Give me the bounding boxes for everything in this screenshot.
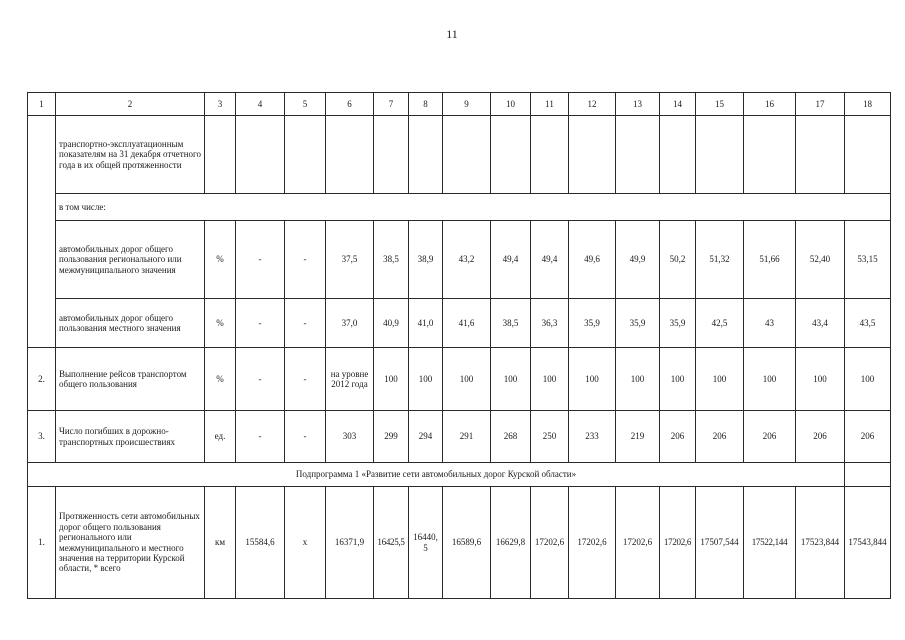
value-cell: 100 <box>845 348 891 411</box>
value-cell: 291 <box>443 411 491 463</box>
value-cell <box>796 116 845 194</box>
value-cell: 17523,844 <box>796 487 845 599</box>
value-cell: 42,5 <box>696 299 744 348</box>
value-cell: 16440,5 <box>409 487 443 599</box>
value-cell: 43,4 <box>796 299 845 348</box>
value-cell: 35,9 <box>569 299 616 348</box>
value-cell <box>531 116 569 194</box>
value-cell: на уровне 2012 года <box>326 348 374 411</box>
value-cell: 299 <box>374 411 409 463</box>
value-cell: 16589,6 <box>443 487 491 599</box>
header-cell: 4 <box>236 93 285 116</box>
value-cell: 36,3 <box>531 299 569 348</box>
value-cell: 206 <box>660 411 696 463</box>
value-cell: - <box>285 299 326 348</box>
value-cell: 49,4 <box>531 221 569 299</box>
value-cell: - <box>236 411 285 463</box>
value-cell: 41,0 <box>409 299 443 348</box>
value-cell: 206 <box>696 411 744 463</box>
value-cell: 38,9 <box>409 221 443 299</box>
value-cell <box>236 116 285 194</box>
value-cell: 17522,144 <box>744 487 796 599</box>
value-cell <box>374 116 409 194</box>
header-cell: 7 <box>374 93 409 116</box>
header-cell: 9 <box>443 93 491 116</box>
value-cell: 17202,6 <box>531 487 569 599</box>
table-row <box>28 463 891 487</box>
value-cell: 16629,8 <box>491 487 531 599</box>
value-cell: - <box>285 348 326 411</box>
header-cell: 2 <box>56 93 205 116</box>
value-cell: 16371,9 <box>326 487 374 599</box>
including-label: в том числе: <box>56 194 891 221</box>
unit-cell: % <box>205 299 236 348</box>
header-cell: 13 <box>616 93 660 116</box>
value-cell: 100 <box>491 348 531 411</box>
value-cell: 43 <box>744 299 796 348</box>
value-cell: 268 <box>491 411 531 463</box>
value-cell: 37,5 <box>326 221 374 299</box>
value-cell: 100 <box>569 348 616 411</box>
indicator-name: Протяженность сети автомобильных дорог общего пользования регионального или межмуниципального и местного значения на территории Курской области, * всего <box>56 487 205 599</box>
table-row <box>28 348 891 411</box>
value-cell: 206 <box>744 411 796 463</box>
indicator-name: Выполнение рейсов транспортом общего пользования <box>56 348 205 411</box>
unit-cell: км <box>205 487 236 599</box>
value-cell: 37,0 <box>326 299 374 348</box>
table-row <box>28 487 891 599</box>
value-cell: 219 <box>616 411 660 463</box>
value-cell: 100 <box>616 348 660 411</box>
value-cell: 49,6 <box>569 221 616 299</box>
value-cell: 303 <box>326 411 374 463</box>
indicators-table <box>27 92 891 599</box>
header-cell: 12 <box>569 93 616 116</box>
subprogram-title: Подпрограмма 1 «Развитие сети автомобильных дорог Курской области» <box>28 463 845 487</box>
value-cell: 100 <box>443 348 491 411</box>
header-cell: 3 <box>205 93 236 116</box>
header-cell: 18 <box>845 93 891 116</box>
value-cell: 206 <box>796 411 845 463</box>
value-cell: 41,6 <box>443 299 491 348</box>
header-cell: 10 <box>491 93 531 116</box>
row-number: 1. <box>28 487 56 599</box>
value-cell <box>491 116 531 194</box>
value-cell: - <box>236 299 285 348</box>
value-cell: 17543,844 <box>845 487 891 599</box>
value-cell: 49,9 <box>616 221 660 299</box>
value-cell: 43,5 <box>845 299 891 348</box>
header-cell: 1 <box>28 93 56 116</box>
header-cell: 6 <box>326 93 374 116</box>
value-cell: - <box>236 348 285 411</box>
value-cell <box>616 116 660 194</box>
value-cell: - <box>285 221 326 299</box>
unit-cell: % <box>205 348 236 411</box>
page-number: 11 <box>446 27 458 41</box>
table-row <box>28 194 891 221</box>
row-number: 2. <box>28 348 56 411</box>
table-row <box>28 221 891 299</box>
value-cell: 100 <box>531 348 569 411</box>
value-cell: 43,2 <box>443 221 491 299</box>
value-cell: 50,2 <box>660 221 696 299</box>
value-cell: 51,32 <box>696 221 744 299</box>
indicator-name: автомобильных дорог общего пользования местного значения <box>56 299 205 348</box>
header-cell: 15 <box>696 93 744 116</box>
value-cell <box>285 116 326 194</box>
value-cell: 233 <box>569 411 616 463</box>
row-number <box>28 116 56 348</box>
header-cell: 17 <box>796 93 845 116</box>
value-cell: 15584,6 <box>236 487 285 599</box>
header-cell: 11 <box>531 93 569 116</box>
value-cell: 250 <box>531 411 569 463</box>
unit-cell <box>205 116 236 194</box>
empty-cell <box>845 463 891 487</box>
value-cell: 100 <box>409 348 443 411</box>
value-cell: 100 <box>796 348 845 411</box>
value-cell: 206 <box>845 411 891 463</box>
value-cell: 53,15 <box>845 221 891 299</box>
value-cell: 100 <box>660 348 696 411</box>
table-row <box>28 116 891 194</box>
value-cell: 49,4 <box>491 221 531 299</box>
value-cell: 17507,544 <box>696 487 744 599</box>
row-number: 3. <box>28 411 56 463</box>
value-cell: 38,5 <box>374 221 409 299</box>
header-cell: 8 <box>409 93 443 116</box>
value-cell: 52,40 <box>796 221 845 299</box>
value-cell: х <box>285 487 326 599</box>
value-cell <box>569 116 616 194</box>
unit-cell: % <box>205 221 236 299</box>
value-cell: 38,5 <box>491 299 531 348</box>
value-cell: 100 <box>374 348 409 411</box>
value-cell <box>744 116 796 194</box>
indicator-name: транспортно-эксплуатационным показателям на 31 декабря отчетного года в их общей протяженности <box>56 116 205 194</box>
value-cell <box>443 116 491 194</box>
value-cell <box>326 116 374 194</box>
value-cell: 17202,6 <box>569 487 616 599</box>
value-cell: - <box>285 411 326 463</box>
value-cell: 40,9 <box>374 299 409 348</box>
value-cell: 17202,6 <box>616 487 660 599</box>
indicator-name: автомобильных дорог общего пользования регионального или межмуниципального значения <box>56 221 205 299</box>
value-cell <box>845 116 891 194</box>
value-cell <box>660 116 696 194</box>
unit-cell: ед. <box>205 411 236 463</box>
header-cell: 16 <box>744 93 796 116</box>
indicator-name: Число погибших в дорожно-транспортных происшествиях <box>56 411 205 463</box>
value-cell: 51,66 <box>744 221 796 299</box>
header-cell: 5 <box>285 93 326 116</box>
value-cell: 100 <box>696 348 744 411</box>
value-cell: 35,9 <box>660 299 696 348</box>
value-cell: 16425,5 <box>374 487 409 599</box>
value-cell: 294 <box>409 411 443 463</box>
value-cell: - <box>236 221 285 299</box>
value-cell <box>409 116 443 194</box>
header-cell: 14 <box>660 93 696 116</box>
value-cell <box>696 116 744 194</box>
table-row <box>28 299 891 348</box>
header-row <box>28 93 891 116</box>
value-cell: 17202,6 <box>660 487 696 599</box>
value-cell: 100 <box>744 348 796 411</box>
value-cell: 35,9 <box>616 299 660 348</box>
table-row <box>28 411 891 463</box>
